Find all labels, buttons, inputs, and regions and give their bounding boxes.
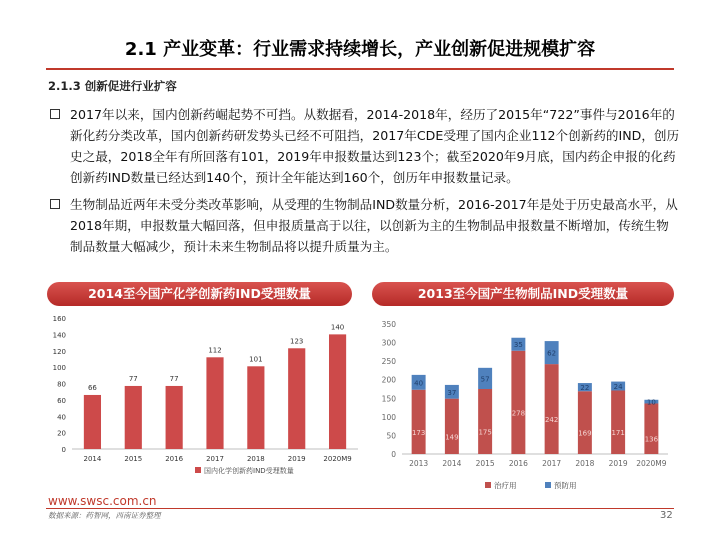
data-label: 169 xyxy=(578,429,592,438)
data-label: 171 xyxy=(611,429,625,438)
y-tick-label: 250 xyxy=(381,357,396,367)
legend-label: 国内化学创新药IND受理数量 xyxy=(204,467,294,475)
footer-url[interactable]: www.swsc.com.cn xyxy=(48,494,157,508)
bar-primary xyxy=(247,366,264,449)
data-label: 242 xyxy=(544,416,559,425)
bar-primary xyxy=(166,386,183,449)
bullet-text-2: 生物制品近两年未受分类改革影响，从受理的生物制品IND数量分析，2016-2017年是处于历史最高水平，从2018年期，申报数量大幅回落，但申报质量高于以往，以创新为主的生物制品申报数量不断增加，传统生物制品数量大幅减少，预计未来生物制品将以提升质量为主。 xyxy=(70,197,678,254)
bullet-item-1 xyxy=(48,104,680,188)
checkbox-bullet-icon xyxy=(50,199,60,209)
biologic-ind-stacked-bar-chart xyxy=(370,316,670,494)
y-tick-label: 140 xyxy=(52,331,66,340)
y-tick-label: 200 xyxy=(381,375,396,385)
page-title: 2.1 产业变革：行业需求持续增长，产业创新促进规模扩容 xyxy=(124,39,596,60)
x-tick-label: 2015 xyxy=(475,459,495,468)
data-label: 112 xyxy=(208,346,222,355)
y-tick-label: 100 xyxy=(52,364,66,373)
legend-swatch xyxy=(485,482,491,488)
x-tick-label: 2019 xyxy=(608,459,628,468)
y-tick-label: 20 xyxy=(57,429,66,438)
bar-primary xyxy=(125,386,142,449)
legend-swatch xyxy=(545,482,551,488)
x-tick-label: 2018 xyxy=(575,459,595,468)
data-label: 136 xyxy=(644,435,659,444)
x-tick-label: 2015 xyxy=(124,455,143,463)
x-tick-label: 2016 xyxy=(165,455,184,463)
y-tick-label: 100 xyxy=(381,412,396,422)
y-tick-label: 150 xyxy=(381,394,396,404)
data-label: 140 xyxy=(330,323,345,332)
subsection-heading: 2.1.3 创新促进行业扩容 xyxy=(48,79,177,93)
footer-divider xyxy=(46,508,674,509)
x-tick-label: 2017 xyxy=(542,459,562,468)
bar-primary xyxy=(578,391,592,454)
checkbox-bullet-icon xyxy=(50,109,60,119)
bullet-list xyxy=(48,104,680,263)
x-tick-label: 2014 xyxy=(83,455,102,463)
data-label: 77 xyxy=(169,374,179,383)
data-label: 278 xyxy=(511,409,526,418)
x-tick-label: 2019 xyxy=(287,455,306,463)
y-tick-label: 350 xyxy=(381,320,396,329)
y-tick-label: 120 xyxy=(52,347,66,356)
bar-primary xyxy=(288,348,305,449)
bar-primary xyxy=(545,364,559,454)
data-label: 77 xyxy=(128,374,138,383)
y-tick-label: 0 xyxy=(391,450,396,459)
data-source-note: 数据来源：药智网，西南证券整理 xyxy=(48,511,161,520)
y-tick-label: 60 xyxy=(57,396,66,405)
y-tick-label: 160 xyxy=(52,315,66,323)
bar-primary xyxy=(84,395,101,449)
chemical-ind-bar-chart xyxy=(40,312,360,484)
y-tick-label: 300 xyxy=(381,338,396,348)
x-tick-label: 2020M9 xyxy=(636,459,667,468)
data-label: 149 xyxy=(445,433,459,442)
legend-label: 预防用 xyxy=(554,481,577,490)
x-tick-label: 2014 xyxy=(442,459,462,468)
legend-label: 治疗用 xyxy=(494,481,517,490)
x-tick-label: 2020M9 xyxy=(323,455,352,463)
x-tick-label: 2018 xyxy=(246,455,265,463)
x-tick-label: 2013 xyxy=(409,459,429,468)
bar-primary xyxy=(478,389,492,454)
title-divider xyxy=(46,68,674,70)
data-label: 175 xyxy=(478,428,492,437)
bar-primary xyxy=(511,351,525,454)
data-label: 10 xyxy=(646,398,656,407)
chart-title-biologic: 2013至今国产生物制品IND受理数量 xyxy=(372,282,674,306)
bullet-item-2 xyxy=(48,194,680,257)
data-label: 37 xyxy=(447,388,457,397)
y-tick-label: 80 xyxy=(57,380,66,389)
data-label: 24 xyxy=(613,383,623,392)
bar-primary xyxy=(445,399,459,454)
data-label: 57 xyxy=(480,375,490,384)
legend-swatch xyxy=(195,467,201,473)
bar-primary xyxy=(329,334,346,449)
data-label: 35 xyxy=(513,341,523,350)
page-number: 32 xyxy=(660,510,673,521)
bar-primary xyxy=(206,357,223,449)
data-label: 62 xyxy=(547,349,557,358)
bar-primary xyxy=(644,403,658,454)
data-label: 66 xyxy=(87,383,97,392)
y-tick-label: 50 xyxy=(386,431,396,441)
data-label: 101 xyxy=(249,355,263,364)
chart-title-chemical: 2014至今国产化学创新药IND受理数量 xyxy=(47,282,352,306)
data-label: 123 xyxy=(290,337,304,346)
bar-primary xyxy=(412,390,426,454)
bullet-text-1: 2017年以来，国内创新药崛起势不可挡。从数据看，2014-2018年，经历了2015年“722”事件与2016年的新化药分类改革，国内创新药研发势头已经不可阻挡，2017年CDE受理了国内企业112个创新药的IND，创历史之最，2018全年有所回落有101，2019年申报数量达到123个；截至2020年9月底，国内药企申报的化药创新药IND数量已经达到140个，预计全年能达到160个，创历年申报数量记录。 xyxy=(70,107,680,185)
y-tick-label: 0 xyxy=(61,446,66,454)
bar-primary xyxy=(611,390,625,454)
data-label: 173 xyxy=(411,428,426,437)
x-tick-label: 2017 xyxy=(206,455,224,463)
x-tick-label: 2016 xyxy=(508,459,528,468)
data-label: 40 xyxy=(414,379,424,388)
y-tick-label: 40 xyxy=(57,413,66,422)
title-bar xyxy=(0,34,720,66)
data-label: 22 xyxy=(580,384,590,393)
